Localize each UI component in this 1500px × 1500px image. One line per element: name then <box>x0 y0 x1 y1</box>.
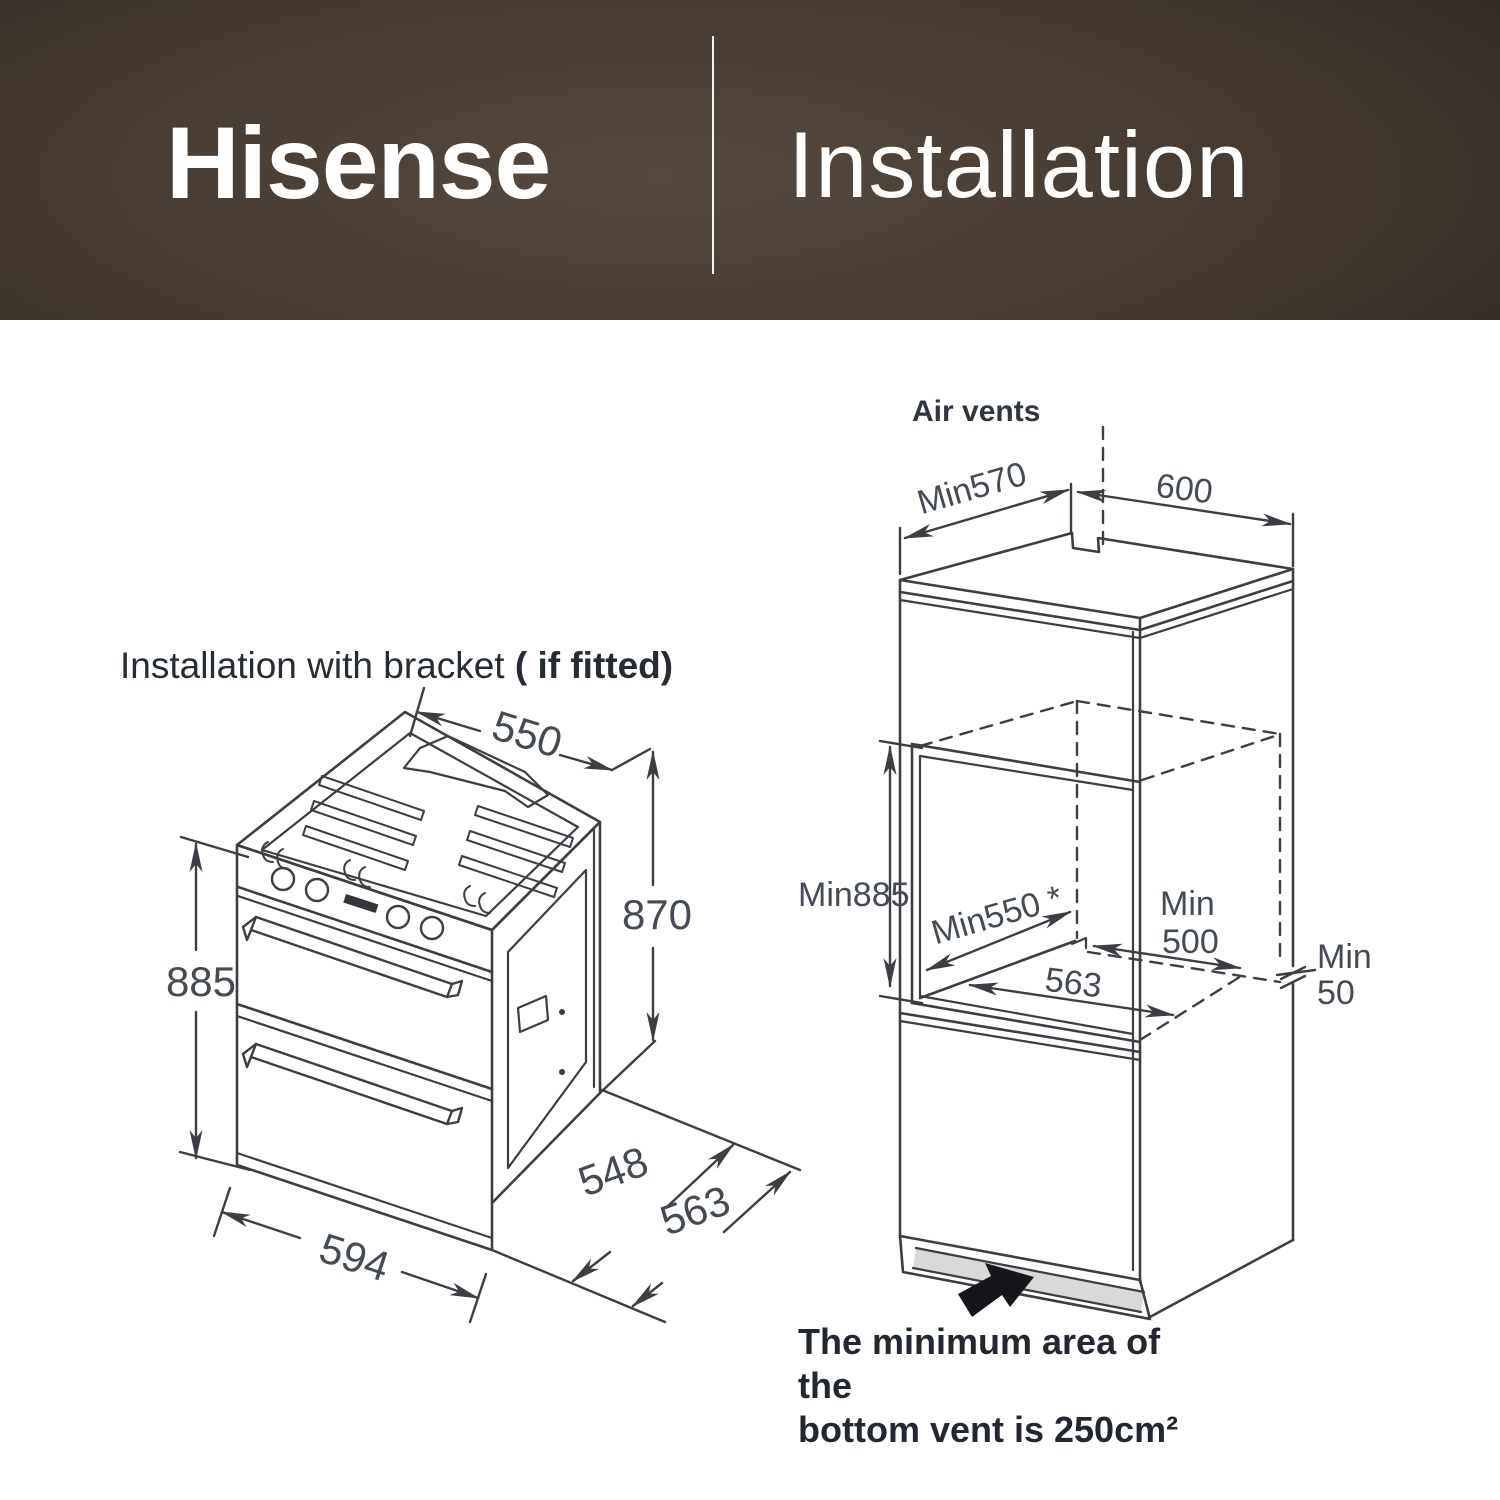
oven-side-panel <box>492 822 600 1203</box>
dim-label-885: 885 <box>165 958 237 1005</box>
bottom-vent-caption-line2: bottom vent is 250cm² <box>798 1408 1179 1450</box>
dim-label-min500-value: 500 <box>1162 923 1219 961</box>
dim-label-548: 548 <box>572 1137 655 1206</box>
air-vents-label: Air vents <box>912 395 1041 428</box>
oven-door-handles <box>243 917 462 1124</box>
oven-display-bar <box>343 894 378 913</box>
left-diagram-title-regular: Installation with bracket <box>120 645 515 686</box>
dim-label-min50-value: 50 <box>1317 974 1355 1012</box>
dim-label-600: 600 <box>1153 466 1215 512</box>
dim-label-594: 594 <box>313 1224 396 1291</box>
oven-top-vent-slots <box>303 776 573 897</box>
dim-label-min500-word: Min <box>1160 885 1215 923</box>
cabinet-isometric-drawing <box>880 427 1315 1319</box>
page-title: Installation <box>788 112 1250 217</box>
dim-label-870: 870 <box>621 891 693 938</box>
dim-label-min50-word: Min <box>1317 938 1372 976</box>
bottom-vent-caption-line1: The minimum area of the <box>798 1321 1161 1406</box>
dim-label-min885: Min885 <box>798 876 910 914</box>
hisense-logo: Hisense <box>166 106 551 220</box>
left-diagram-title-bold: ( if fitted) <box>514 645 674 686</box>
oven-side-cutout <box>518 996 548 1032</box>
dim-label-min570: Min570 <box>913 454 1031 523</box>
dim-label-550: 550 <box>486 701 568 767</box>
cabinet-top-face <box>900 533 1293 638</box>
dim-label-563-right: 563 <box>1042 960 1104 1006</box>
dim-label-563-left: 563 <box>654 1176 737 1245</box>
dim-label-min550: Min550 * <box>927 878 1067 953</box>
oven-clip-marks <box>262 842 490 913</box>
